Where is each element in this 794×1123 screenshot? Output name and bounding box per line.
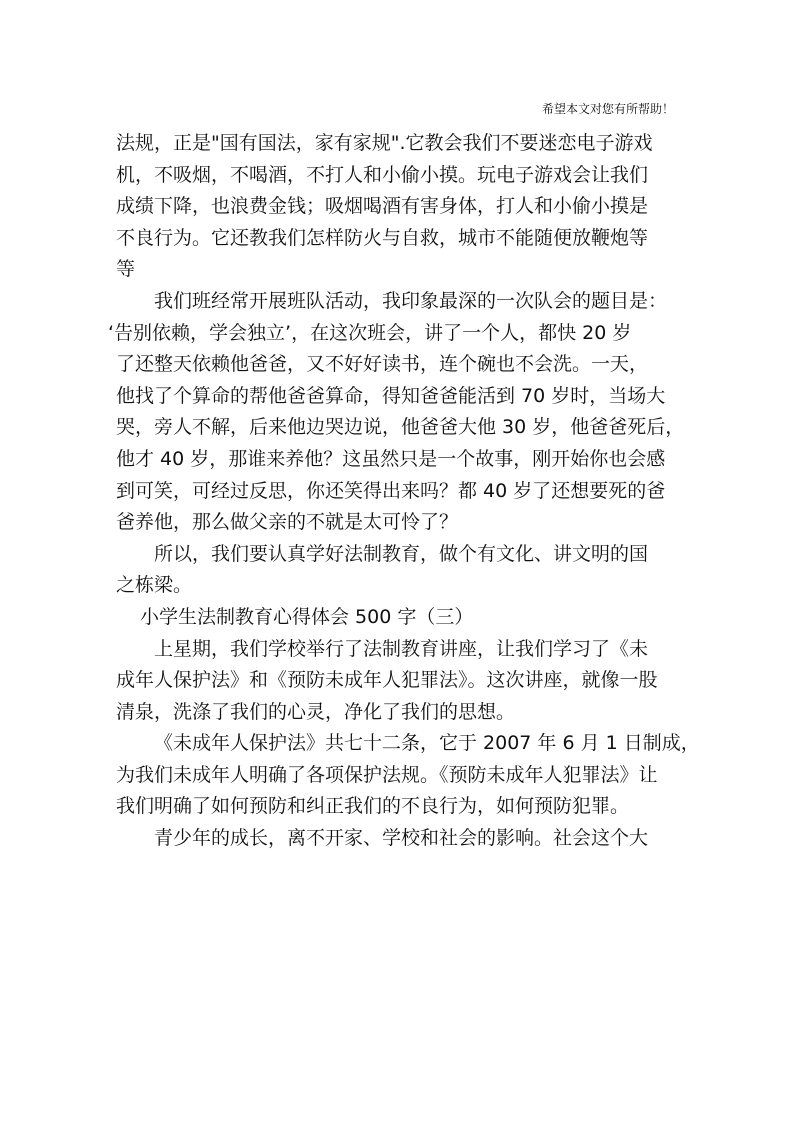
paragraph-start-line: 青少年的成长，离不开家、学校和社会的影响。社会这个大 bbox=[154, 827, 649, 850]
text-line: 了还整天依赖他爸爸，又不好好读书，连个碗也不会洗。一天， bbox=[116, 353, 649, 376]
text-line: 我们明确了如何预防和纠正我们的不良行为，如何预防犯罪。 bbox=[116, 795, 630, 818]
paragraph-start-line: 所以，我们要认真学好法制教育，做个有文化、讲文明的国 bbox=[154, 542, 649, 565]
text-line: 法规，正是"国有国法，家有家规".它教会我们不要迷恋电子游戏 bbox=[116, 132, 653, 154]
text-line: 他找了个算命的帮他爸爸算命，得知爸爸能活到 70 岁时，当场大 bbox=[116, 384, 666, 407]
text-line: 之栋梁。 bbox=[116, 574, 193, 597]
header-note: 希望本文对您有所帮助！ bbox=[541, 102, 674, 116]
text-line: 爸养他，那么做父亲的不就是太可怜了？ bbox=[116, 511, 459, 534]
text-line: 为我们未成年人明确了各项保护法规。《预防未成年人犯罪法》让 bbox=[116, 763, 658, 786]
section-heading: 小学生法制教育心得体会 500 字（三） bbox=[140, 605, 474, 628]
paragraph-start-line: 《未成年人保护法》共七十二条，它于 2007 年 6 月 1 日制成， bbox=[154, 732, 700, 755]
text-line: 成绩下降，也浪费金钱；吸烟喝酒有害身体，打人和小偷小摸是 bbox=[116, 195, 649, 218]
text-line: 等 bbox=[116, 258, 136, 281]
paragraph-start-line: 上星期，我们学校举行了法制教育讲座，让我们学习了《未 bbox=[154, 637, 649, 660]
text-line: 他才 40 岁，那谁来养他？这虽然只是一个故事，刚开始你也会感 bbox=[116, 447, 666, 470]
text-line: 成年人保护法》和《预防未成年人犯罪法》。这次讲座，就像一股 bbox=[116, 669, 658, 692]
document-body bbox=[108, 128, 700, 855]
paragraph-start-line: 我们班经常开展班队活动，我印象最深的一次队会的题目是： bbox=[154, 289, 668, 312]
text-line: 哭，旁人不解，后来他边哭边说，他爸爸大他 30 岁，他爸爸死后， bbox=[116, 416, 685, 439]
text-line: 不良行为。它还教我们怎样防火与自救，城市不能随便放鞭炮等 bbox=[116, 226, 649, 249]
text-line: 到可笑，可经过反思，你还笑得出来吗？都 40 岁了还想要死的爸 bbox=[116, 479, 666, 502]
text-line: 清泉，洗涤了我们的心灵，净化了我们的思想。 bbox=[116, 700, 516, 723]
text-line: 机，不吸烟，不喝酒，不打人和小偷小摸。玩电子游戏会让我们 bbox=[116, 163, 649, 186]
text-line: ‘告别依赖，学会独立’，在这次班会，讲了一个人，都快 20 岁 bbox=[108, 321, 632, 344]
